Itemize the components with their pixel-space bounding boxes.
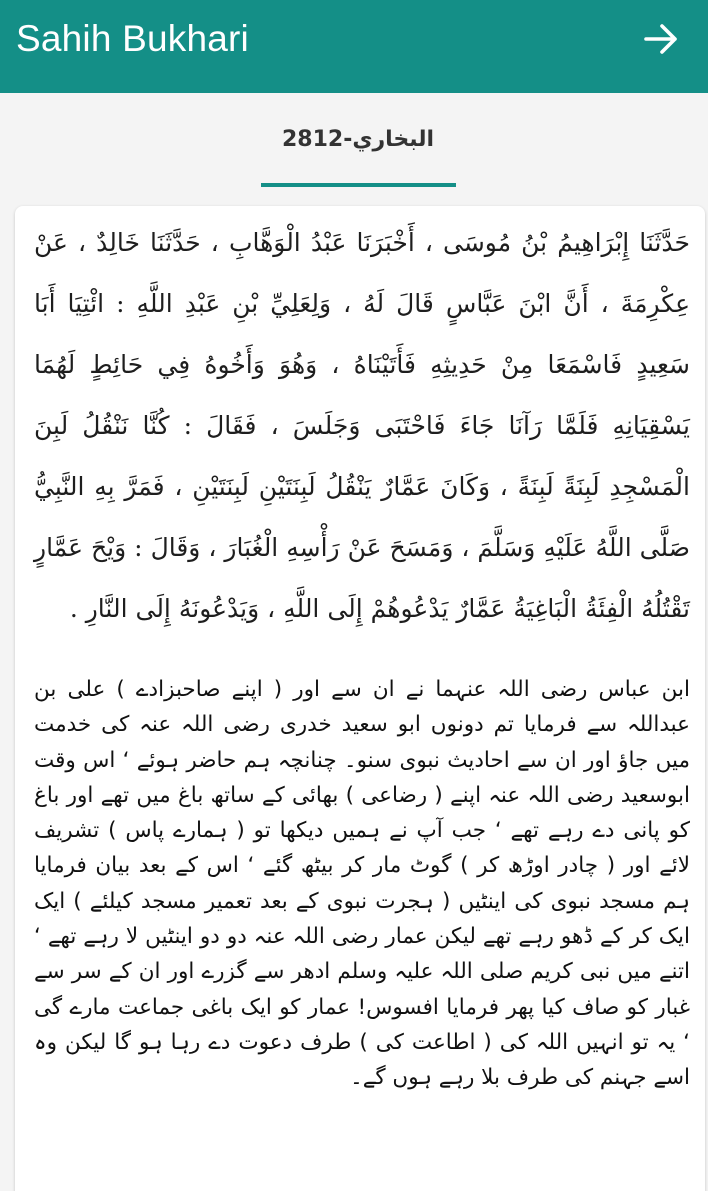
app-bar <box>0 0 708 93</box>
app-title: Sahih Bukhari <box>16 17 249 59</box>
tab-label: البخاري-2812 <box>281 127 435 152</box>
tab-indicator <box>261 183 456 187</box>
tab-bar <box>0 93 708 193</box>
arrow-right-icon[interactable] <box>642 19 682 59</box>
tab-hadith-number[interactable] <box>260 93 456 189</box>
arrow-right-icon-glyph <box>644 23 680 55</box>
hadith-arabic-text: حَدَّثَنَا إِبْرَاهِيمُ بْنُ مُوسَى ، أَخْبَرَنَا عَبْدُ الْوَهَّابِ ، حَدَّثَنَا خَالِدٌ ، عَنْ عِكْرِمَةَ ، أَنَّ ابْنَ عَبَّاسٍ قَالَ لَهُ ، وَلِعَلِيِّ بْنِ عَبْدِ اللَّهِ : ائْتِيَا أَبَا سَعِيدٍ فَاسْمَعَا مِنْ حَدِيثِهِ فَأَتَيْنَاهُ ، وَهُوَ وَأَخُوهُ فِي حَائِطٍ لَهُمَا يَسْقِيَانِهِ فَلَمَّا رَآنَا جَاءَ فَاحْتَبَى وَجَلَسَ ، فَقَالَ : كُنَّا نَنْقُلُ لَبِنَ الْمَسْجِدِ لَبِنَةً لَبِنَةً ، وَكَانَ عَمَّارٌ يَنْقُلُ لَبِنَتَيْنِ لَبِنَتَيْنِ ، فَمَرَّ بِهِ النَّبِيُّ صَلَّى اللَّهُ عَلَيْهِ وَسَلَّمَ ، وَمَسَحَ عَنْ رَأْسِهِ الْغُبَارَ ، وَقَالَ : وَيْحَ عَمَّارٍ تَقْتُلُهُ الْفِئَةُ الْبَاغِيَةُ عَمَّارٌ يَدْعُوهُمْ إِلَى اللَّهِ ، وَيَدْعُونَهُ إِلَى النَّارِ . <box>34 228 690 623</box>
hadith-urdu-translation: ابن عباس رضی اللہ عنہما نے ان سے اور ( اپنے صاحبزادے ) علی بن عبداللہ سے فرمایا تم دونوں ابو سعید خدری رضی اللہ عنہ کی خدمت میں جاؤ اور ان سے احادیث نبوی سنو۔ چنانچہ ہم حاضر ہوئے ‘ اس وقت ابوسعید رضی اللہ عنہ اپنے ( رضاعی ) بھائی کے ساتھ باغ میں تھے اور باغ کو پانی دے رہے تھے ‘ جب آپ نے ہمیں دیکھا تو ( ہمارے پاس ) تشریف لائے اور ( چادر اوڑھ کر ) گوٹ مار کر بیٹھ گئے ‘ اس کے بعد بیان فرمایا ہم مسجد نبوی کی اینٹیں ( ہجرت نبوی کے بعد تعمیر مسجد کیلئے ) ایک ایک کر کے ڈھو رہے تھے لیکن عمار رضی اللہ عنہ دو دو اینٹیں لا رہے تھے ‘ اتنے میں نبی کریم صلی اللہ علیہ وسلم ادھر سے گزرے اور ان کے سر سے غبار کو صاف کیا پھر فرمایا افسوس! عمار کو ایک باغی جماعت مارے گی ‘ یہ تو انہیں اللہ کی ( اطاعت کی ) طرف دعوت دے رہا ہو گا لیکن وہ اسے جہنم کی طرف بلا رہے ہوں گے۔ <box>34 677 690 1091</box>
